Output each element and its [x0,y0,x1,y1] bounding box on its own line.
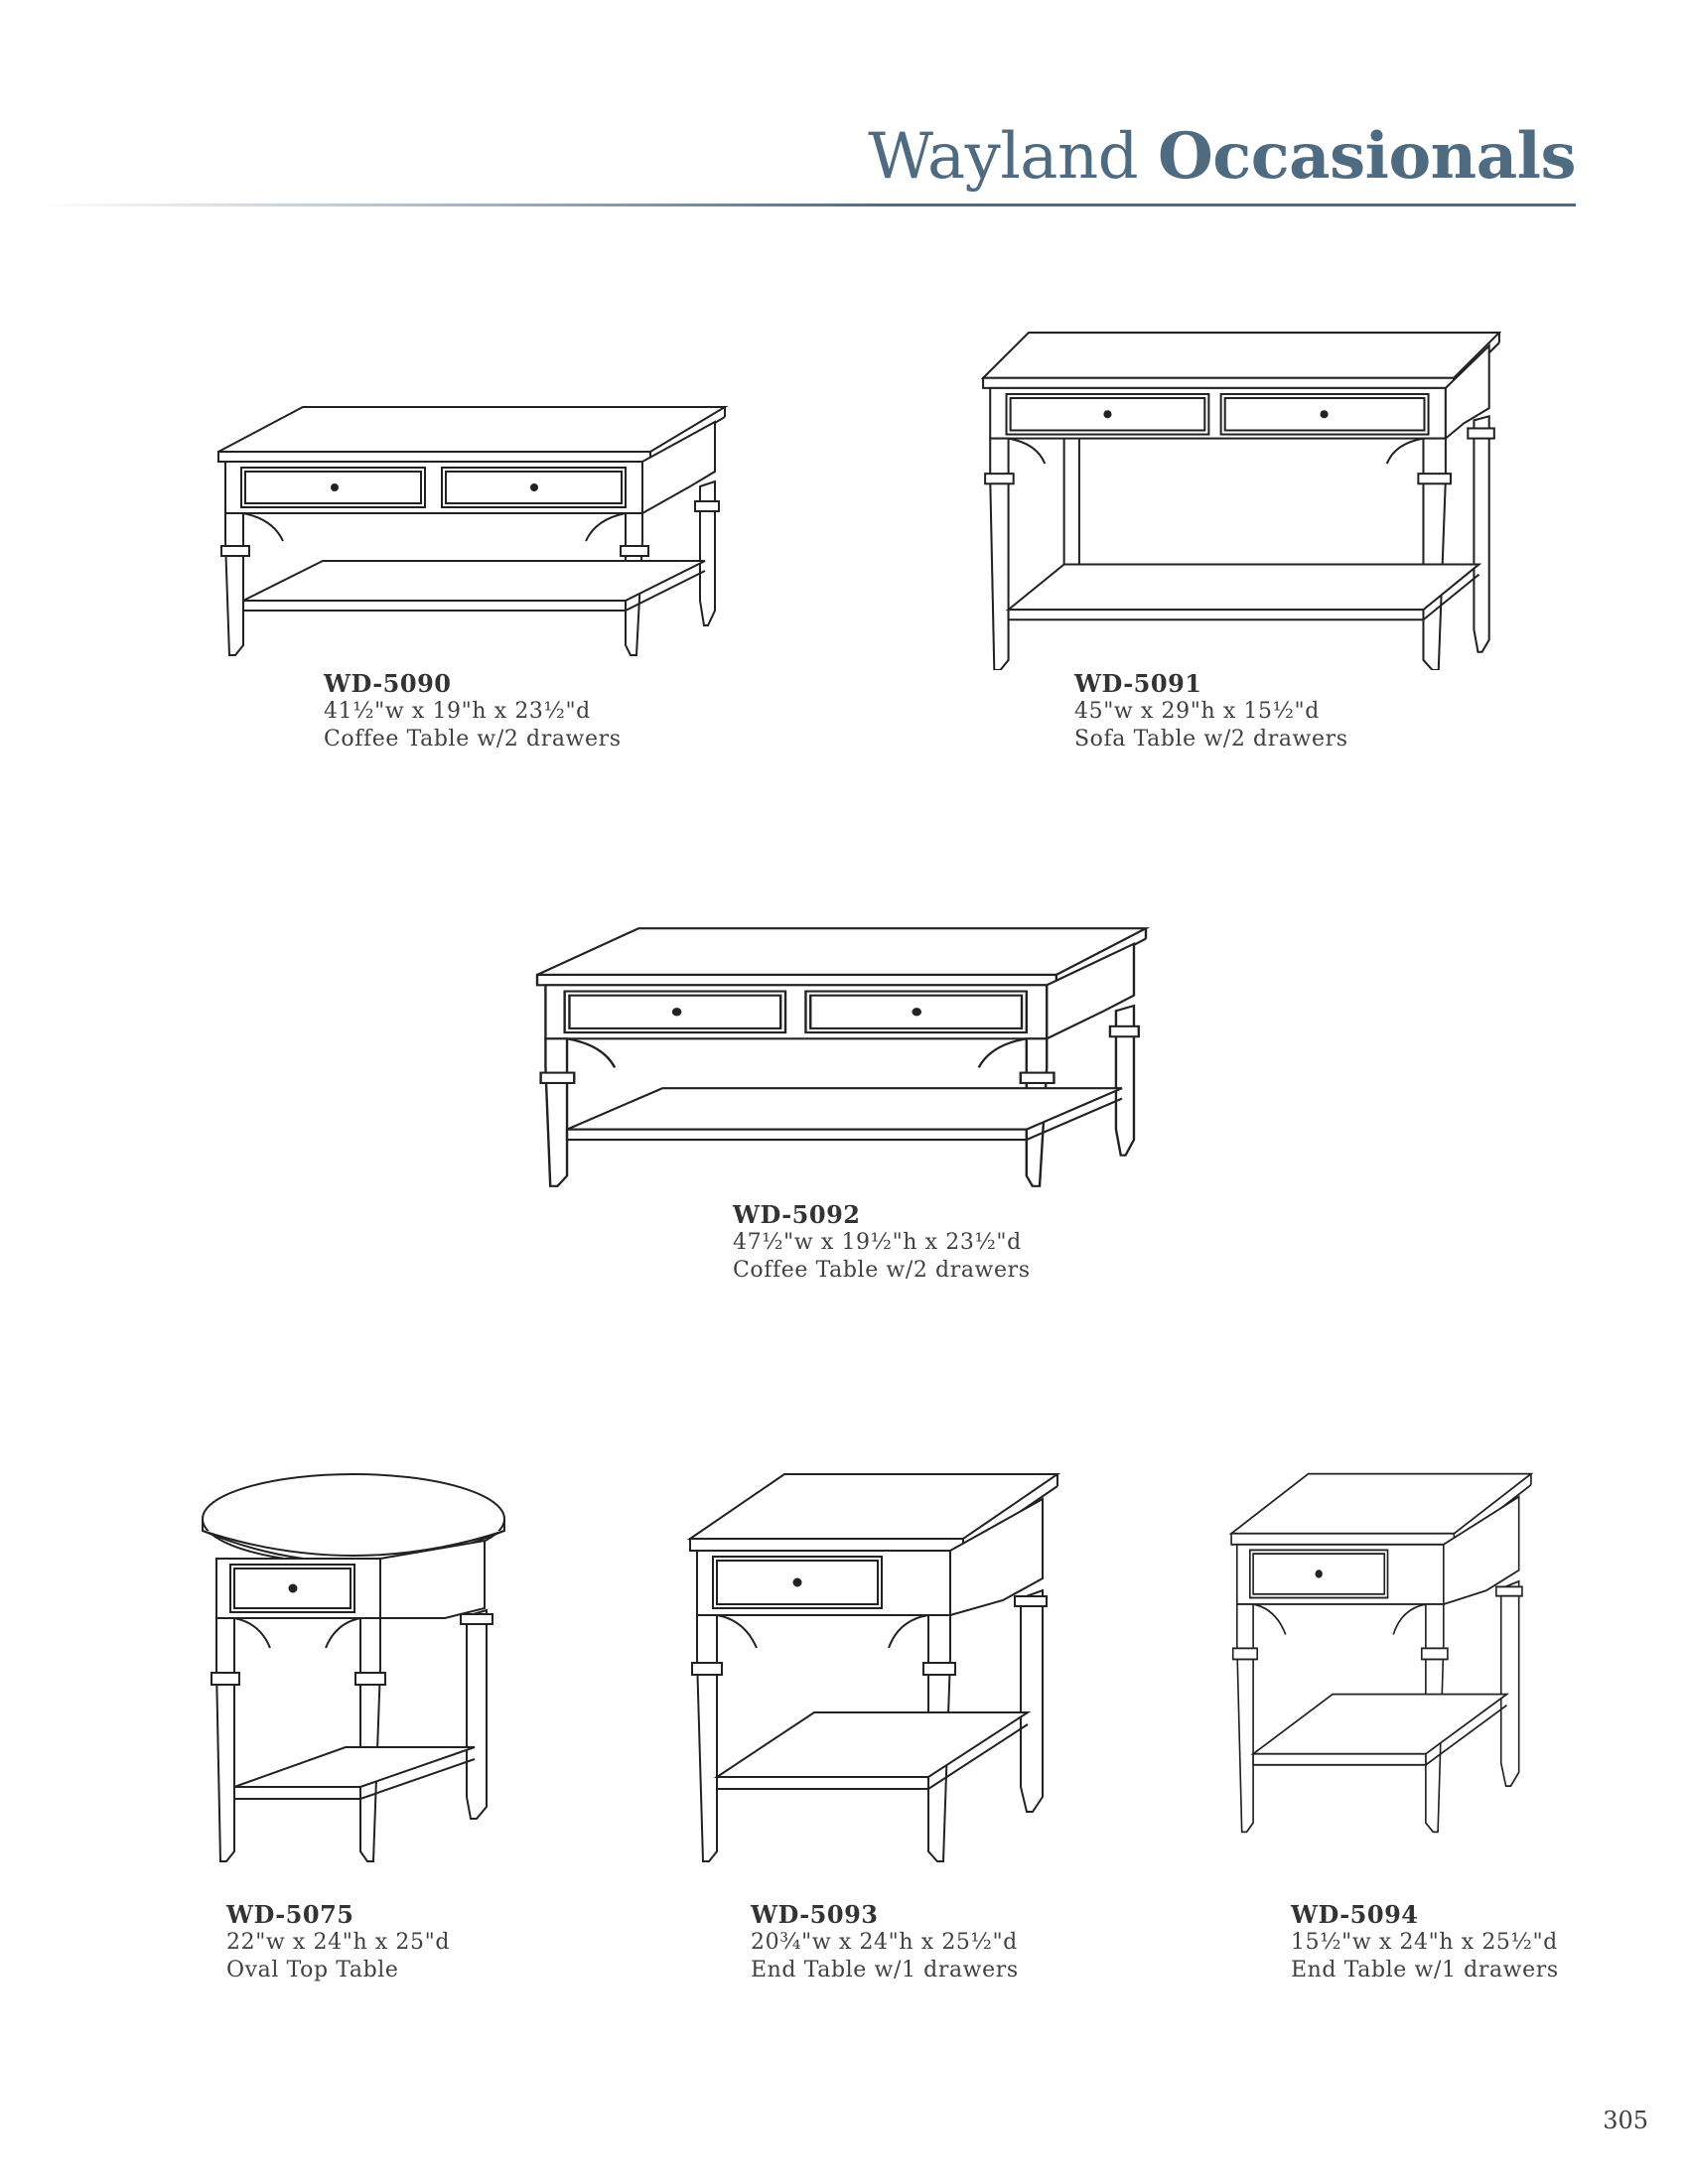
coffee-table-5092-drawing [531,923,1152,1191]
coffee-table-5090-drawing [213,402,730,660]
product-dimensions: 15½"w x 24"h x 25½"d [1291,1930,1558,1955]
end-table-5094-drawing [1227,1469,1535,1837]
product-description: End Table w/1 drawers [751,1958,1019,1982]
product-caption-5090 [324,670,622,753]
product-code: WD-5075 [226,1900,354,1929]
header-rule [40,204,1576,206]
product-code: WD-5091 [1074,669,1202,698]
product-description: Coffee Table w/2 drawers [324,727,622,751]
product-description: Oval Top Table [226,1958,399,1982]
oval-top-table-5075-drawing [197,1469,514,1866]
product-code: WD-5093 [751,1900,879,1929]
title-bold: Occasionals [1157,119,1576,194]
product-description: End Table w/1 drawers [1291,1958,1559,1982]
product-description: Sofa Table w/2 drawers [1074,727,1348,751]
product-dimensions: 20¾"w x 24"h x 25½"d [751,1930,1018,1955]
product-description: Coffee Table w/2 drawers [733,1258,1031,1283]
product-code: WD-5090 [324,669,452,698]
product-caption-5075 [226,1901,450,1984]
page-title [868,119,1576,194]
product-dimensions: 47½"w x 19½"h x 23½"d [733,1230,1022,1255]
product-caption-5091 [1074,670,1348,753]
product-code: WD-5092 [733,1200,861,1229]
title-light: Wayland [868,120,1139,194]
product-dimensions: 22"w x 24"h x 25"d [226,1930,451,1955]
page-number: 305 [1603,2107,1648,2134]
product-code: WD-5094 [1291,1900,1419,1929]
end-table-5093-drawing [685,1469,1062,1866]
product-dimensions: 45"w x 29"h x 15½"d [1074,699,1320,724]
product-caption-5092 [733,1201,1031,1285]
product-caption-5094 [1291,1901,1559,1984]
product-caption-5093 [751,1901,1019,1984]
sofa-table-5091-drawing [978,328,1504,670]
product-dimensions: 41½"w x 19"h x 23½"d [324,699,591,724]
